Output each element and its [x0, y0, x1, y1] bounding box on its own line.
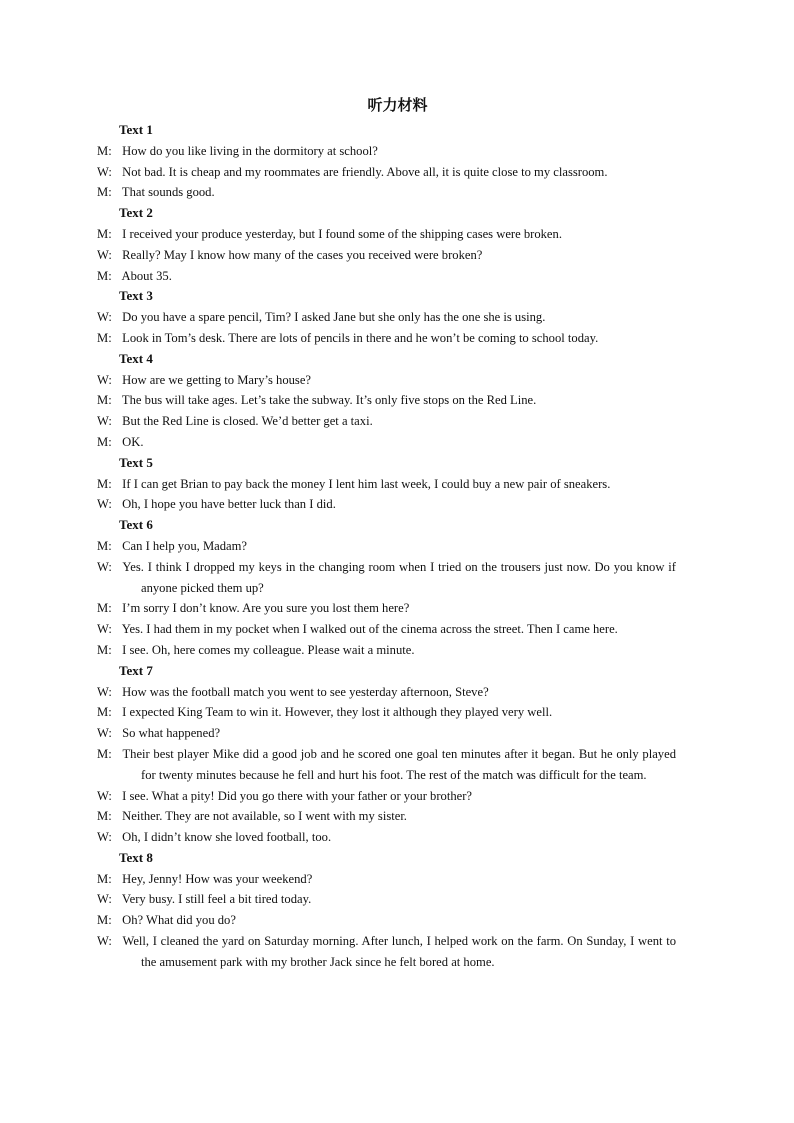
dialogue-text: Oh? What did you do? — [122, 913, 236, 928]
dialogue-text: I expected King Team to win it. However, they lost it although they played very well. — [122, 705, 553, 720]
section-heading: Text 2 — [119, 205, 153, 221]
dialogue-text: I received your produce yesterday, but I found some of the shipping cases were broken. — [122, 226, 562, 241]
dialogue-text: Not bad. It is cheap and my roommates are friendly. Above all, it is quite close to my classroom. — [122, 164, 608, 179]
dialogue-line: W: Oh, I hope you have better luck than I did. — [97, 497, 336, 512]
dialogue-text: The bus will take ages. Let’s take the subway. It’s only five stops on the Red Line. — [121, 393, 537, 408]
dialogue-text: I see. What a pity! Did you go there with your father or your brother? — [122, 788, 472, 803]
page-title: 听力材料 — [367, 96, 428, 114]
dialogue-text: Yes. I had them in my pocket when I walked out of the cinema across the street. Then I came here. — [121, 622, 618, 637]
dialogue-text: So what happened? — [122, 726, 221, 741]
dialogue-line: W: I see. What a pity! Did you go there with your father or your brother? — [97, 788, 472, 803]
dialogue-text: Oh, I hope you have better luck than I did. — [122, 497, 336, 512]
dialogue-text: Yes. I think I dropped my keys in the changing room when I tried on the trousers just now. Do you know if anyone picked them up? — [122, 559, 677, 595]
transcript-body — [97, 120, 677, 973]
dialogue-line: M: I received your produce yesterday, but I found some of the shipping cases were broken. — [97, 226, 562, 241]
dialogue-line: M: I’m sorry I don’t know. Are you sure you lost them here? — [97, 601, 410, 616]
dialogue-text: Can I help you, Madam? — [122, 538, 248, 553]
dialogue-line: M: I expected King Team to win it. However, they lost it although they played very well. — [97, 705, 553, 720]
dialogue-text: Neither. They are not available, so I went with my sister. — [122, 809, 407, 824]
dialogue-line: W: Very busy. I still feel a bit tired today. — [97, 892, 312, 907]
dialogue-text: Very busy. I still feel a bit tired today. — [121, 892, 312, 907]
dialogue-text: That sounds good. — [121, 185, 215, 200]
section-heading: Text 6 — [119, 517, 153, 533]
transcript-section — [97, 349, 676, 453]
transcript-section — [97, 848, 677, 973]
dialogue-text: Really? May I know how many of the cases you received were broken? — [122, 247, 483, 262]
dialogue-line: W: Not bad. It is cheap and my roommates are friendly. Above all, it is quite close to my classroom. — [97, 164, 608, 179]
section-heading: Text 3 — [119, 288, 153, 304]
document-page — [97, 94, 677, 973]
dialogue-line: M: How do you like living in the dormitory at school? — [97, 143, 378, 158]
transcript-section — [97, 286, 676, 348]
dialogue-text: How was the football match you went to see yesterday afternoon, Steve? — [122, 684, 489, 699]
transcript-section — [97, 661, 676, 848]
dialogue-line: W: Yes. I think I dropped my keys in the changing room when I tried on the trousers just now. Do you know if anyone picked them up? — [97, 559, 677, 595]
section-heading: Text 5 — [119, 454, 153, 470]
dialogue-line: M: I see. Oh, here comes my colleague. Please wait a minute. — [97, 642, 415, 657]
dialogue-line: W: So what happened? — [97, 726, 221, 741]
dialogue-text: Oh, I didn’t know she loved football, too. — [122, 830, 332, 845]
section-heading: Text 4 — [119, 350, 153, 366]
transcript-section — [97, 203, 676, 286]
dialogue-text: How do you like living in the dormitory at school? — [122, 143, 378, 158]
dialogue-line: W: How are we getting to Mary’s house? — [97, 372, 312, 387]
dialogue-line: M: If I can get Brian to pay back the money I lent him last week, I could buy a new pair of sneakers. — [97, 476, 611, 491]
dialogue-text: If I can get Brian to pay back the money I lent him last week, I could buy a new pair of sneakers. — [122, 476, 611, 491]
dialogue-line: W: Well, I cleaned the yard on Saturday morning. After lunch, I helped work on the farm. On Sunday, I went to the amusement park with my brother Jack since he felt bored at home. — [97, 934, 677, 969]
dialogue-line: W: Do you have a spare pencil, Tim? I asked Jane but she only has the one she is using. — [97, 310, 546, 325]
dialogue-text: Do you have a spare pencil, Tim? I asked Jane but she only has the one she is using. — [122, 310, 546, 325]
dialogue-line: W: How was the football match you went to see yesterday afternoon, Steve? — [97, 684, 489, 699]
dialogue-text: I see. Oh, here comes my colleague. Please wait a minute. — [122, 642, 415, 657]
dialogue-line: W: Really? May I know how many of the cases you received were broken? — [97, 247, 483, 262]
dialogue-text: Hey, Jenny! How was your weekend? — [122, 871, 313, 886]
transcript-section — [97, 120, 676, 203]
dialogue-text: Their best player Mike did a good job and he scored one goal ten minutes after it began. But he only played for twenty minutes because he fell and hurt his foot. The rest of the match was difficult for the team. — [122, 746, 676, 782]
dialogue-line: M: Can I help you, Madam? — [97, 538, 248, 553]
dialogue-text: But the Red Line is closed. We’d better get a taxi. — [122, 414, 373, 429]
section-heading: Text 8 — [119, 849, 153, 865]
dialogue-line: M: OK. — [97, 434, 144, 449]
transcript-section — [97, 515, 677, 661]
dialogue-line: M: Their best player Mike did a good job and he scored one goal ten minutes after it began. But he only played for twenty minutes because he fell and hurt his foot. The rest of the match was difficult for the team. — [97, 746, 676, 782]
dialogue-line: M: Oh? What did you do? — [97, 913, 236, 928]
section-heading: Text 1 — [119, 122, 153, 137]
dialogue-line: M: Neither. They are not available, so I went with my sister. — [97, 809, 407, 824]
dialogue-line: W: Oh, I didn’t know she loved football, too. — [97, 830, 332, 845]
dialogue-line: M: The bus will take ages. Let’s take the subway. It’s only five stops on the Red Line. — [97, 393, 537, 408]
dialogue-line: W: But the Red Line is closed. We’d better get a taxi. — [97, 414, 373, 429]
dialogue-text: Well, I cleaned the yard on Saturday morning. After lunch, I helped work on the farm. On Sunday, I went to the amusement park with my brother Jack since he felt bored at home. — [122, 934, 677, 969]
dialogue-text: Look in Tom’s desk. There are lots of pencils in there and he won’t be coming to school today. — [122, 330, 599, 345]
transcript-section — [97, 453, 676, 515]
dialogue-line: M: Hey, Jenny! How was your weekend? — [97, 871, 313, 886]
dialogue-line: M: Look in Tom’s desk. There are lots of pencils in there and he won’t be coming to school today. — [97, 330, 599, 345]
dialogue-line: M: About 35. — [97, 268, 172, 283]
dialogue-text: I’m sorry I don’t know. Are you sure you lost them here? — [122, 601, 410, 616]
dialogue-line: W: Yes. I had them in my pocket when I walked out of the cinema across the street. Then I came here. — [97, 622, 618, 637]
dialogue-text: OK. — [122, 434, 144, 449]
dialogue-line: M: That sounds good. — [97, 185, 215, 200]
dialogue-text: How are we getting to Mary’s house? — [122, 372, 312, 387]
section-heading: Text 7 — [119, 662, 153, 678]
dialogue-text: About 35. — [121, 268, 172, 283]
